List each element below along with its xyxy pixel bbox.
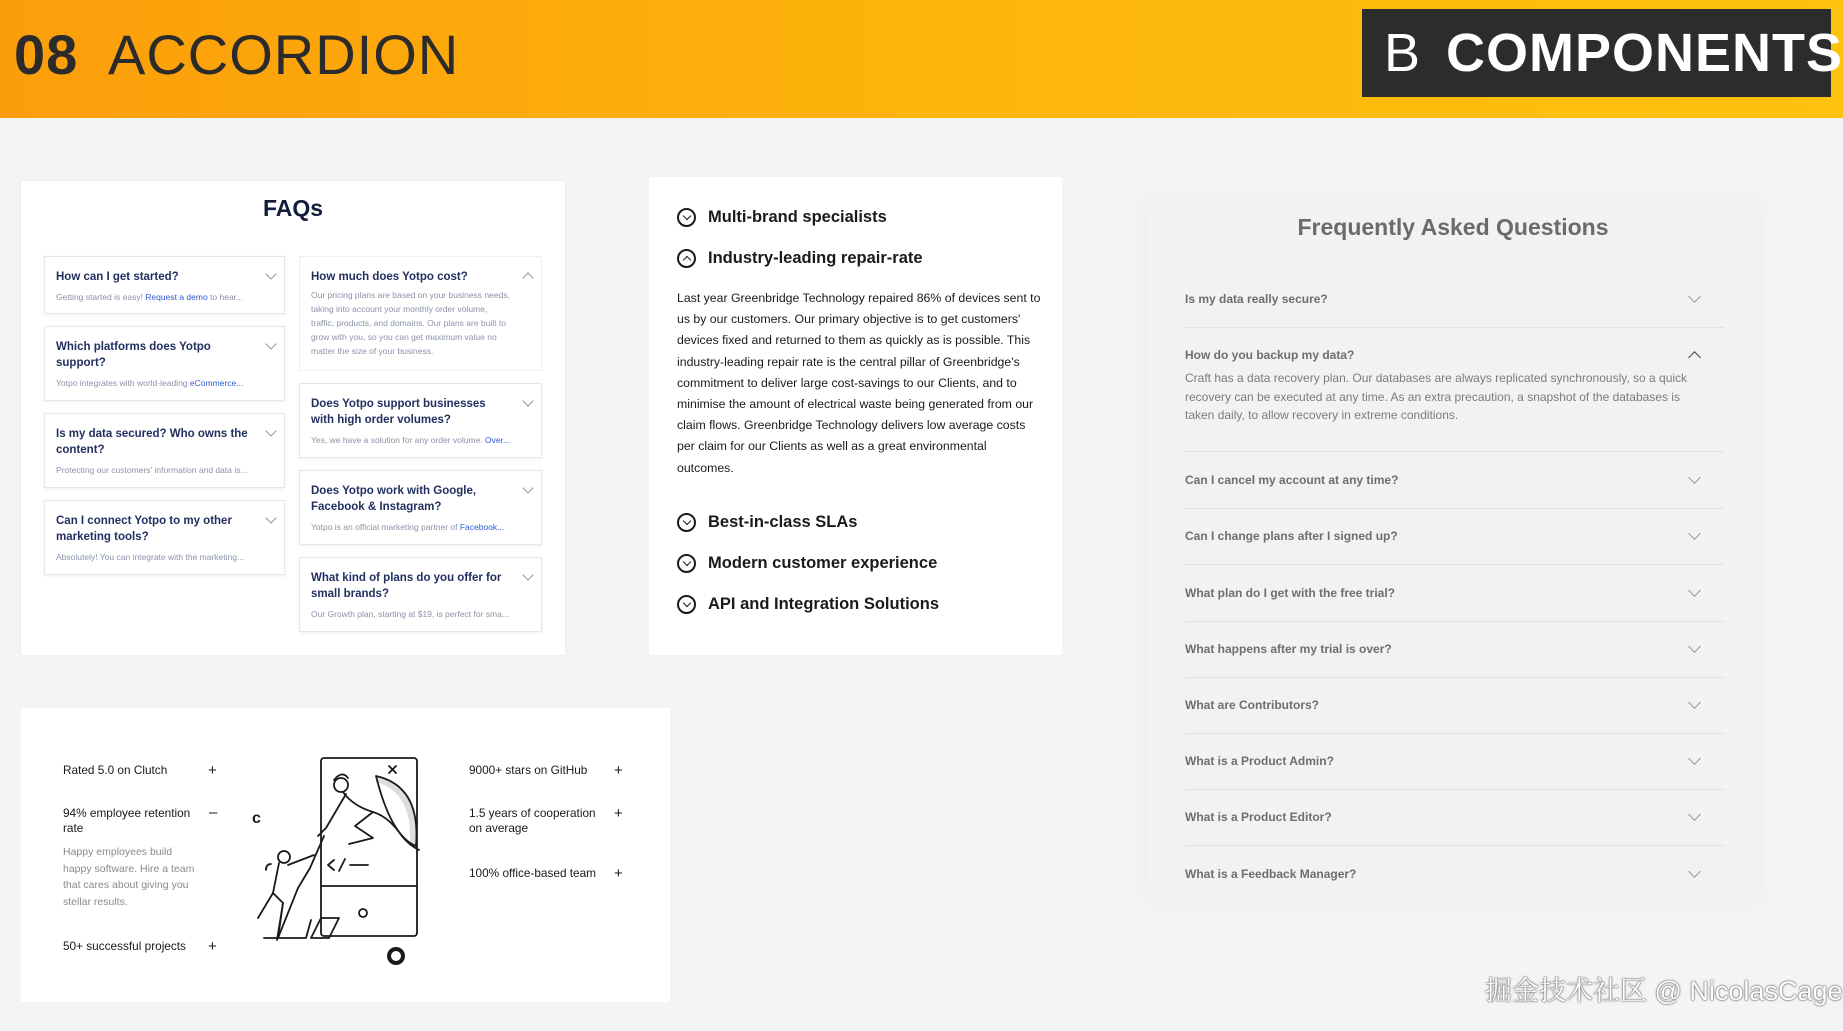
chevron-down-icon[interactable]	[265, 338, 276, 349]
stat-label[interactable]: 9000+ stars on GitHub	[469, 763, 588, 777]
circle-chevron-down-icon	[677, 513, 696, 532]
faq-link[interactable]: Request a demo	[145, 292, 208, 302]
faq-question: What is a Product Admin?	[1185, 754, 1334, 768]
faq-answer: Our pricing plans are based on your business needs, taking into account your monthly order volume, traffic, products, and domains. Our plans are built to grow with you, so you can get maximum value no matter the size of your business.	[311, 290, 510, 356]
service-accordion-card	[649, 177, 1062, 655]
stat-description: Happy employees build happy software. Hire a team that cares about giving you stellar results.	[63, 846, 195, 908]
category-letter: B	[1384, 23, 1421, 83]
circle-chevron-up-icon	[677, 249, 696, 268]
faq-list-title: Frequently Asked Questions	[1297, 214, 1609, 240]
category-text: COMPONENTS	[1446, 23, 1843, 83]
chevron-down-icon[interactable]	[522, 482, 533, 493]
circle-chevron-down-icon	[677, 554, 696, 573]
plus-icon[interactable]: +	[208, 762, 217, 779]
faq-question: What is a Feedback Manager?	[1185, 867, 1357, 881]
plus-icon[interactable]: +	[614, 805, 623, 822]
minus-icon[interactable]: –	[209, 804, 218, 821]
chevron-up-icon[interactable]	[522, 272, 533, 283]
stats-accordion-card	[21, 708, 670, 1002]
faq-question: How much does Yotpo cost?	[311, 271, 468, 283]
faq-row[interactable]	[1185, 529, 1725, 565]
faq-link[interactable]: Facebook...	[459, 522, 505, 532]
faq-answer-preview: Our Growth plan, starting at $19, is perfect for sma...	[311, 609, 509, 619]
accordion-title: Modern customer experience	[708, 554, 938, 572]
faq-question: Can I connect Yotpo to my other marketing tools?	[56, 515, 232, 543]
faq-row[interactable]	[1185, 473, 1725, 509]
faq-question: Does Yotpo support businesses with high order volumes?	[311, 398, 486, 426]
faq-question: What plan do I get with the free trial?	[1185, 586, 1396, 600]
faq-answer-preview: Absolutely! You can integrate with the marketing...	[56, 552, 245, 562]
faq-question: Which platforms does Yotpo support?	[56, 341, 211, 369]
faq-link[interactable]: Over...	[485, 435, 511, 445]
stat-label[interactable]: 100% office-based team	[469, 866, 597, 880]
faq-question: Can I change plans after I signed up?	[1185, 529, 1398, 543]
faq-row[interactable]	[1185, 698, 1725, 734]
accordion-body: Last year Greenbridge Technology repaired 86% of devices sent to us by our customers. Our primary objective is to get customers' devices fixed and returned to them as quickly as is possible. This industry-leading repair rate is the central pillar of Greenbridge's commitment to deliver large cost-savings to our Clients, and to minimise the amount of electrical waste being generated from our claim flows. Greenbridge Technology delivers low average costs per claim for our Clients as well as a great environmental outcomes.	[677, 291, 1041, 475]
category-badge	[1362, 9, 1843, 97]
faq-item[interactable]	[299, 470, 542, 545]
watermark: 掘金技术社区 @ NicolasCage	[1485, 976, 1843, 1006]
faq-question: What happens after my trial is over?	[1185, 642, 1392, 656]
section-number: 08	[14, 23, 79, 86]
section-title: ACCORDION	[108, 23, 460, 86]
faq-answer-preview: Protecting our customers' information and data is...	[56, 465, 248, 475]
plus-icon[interactable]: +	[614, 762, 623, 779]
svg-text:c: c	[252, 810, 261, 827]
accordion-header[interactable]	[677, 595, 939, 614]
faq-row-expanded[interactable]	[1185, 348, 1725, 452]
faq-answer-preview: Yes, we have a solution for any order volume. Over...	[311, 435, 511, 445]
faq-item[interactable]	[299, 557, 542, 632]
accordion-title: Best-in-class SLAs	[708, 513, 858, 531]
faq-item[interactable]	[299, 383, 542, 458]
faq-row[interactable]	[1185, 292, 1725, 328]
faq-row[interactable]	[1185, 754, 1725, 790]
faq-item-expanded[interactable]	[299, 256, 542, 371]
accordion-title: Industry-leading repair-rate	[708, 249, 923, 267]
stat-label[interactable]: 1.5 years of cooperation on average	[469, 806, 596, 835]
accordion-header[interactable]	[677, 554, 937, 573]
stat-label[interactable]: 50+ successful projects	[63, 939, 186, 953]
circle-chevron-down-icon	[677, 208, 696, 227]
faq-question: Is my data really secure?	[1185, 292, 1328, 306]
faq-question: Does Yotpo work with Google, Facebook & Instagram?	[311, 485, 477, 513]
header-banner	[0, 0, 1843, 118]
faq-row[interactable]	[1185, 642, 1725, 678]
faq-item[interactable]	[44, 500, 285, 575]
faq-answer-preview: Yotpo is an official marketing partner of Facebook...	[311, 522, 505, 532]
plus-icon[interactable]: +	[208, 938, 217, 955]
accordion-header-expanded[interactable]	[677, 249, 923, 268]
faq-question: What are Contributors?	[1185, 698, 1319, 712]
accordion-header[interactable]	[677, 208, 887, 227]
faq-question: Is my data secured? Who owns the content?	[56, 428, 248, 456]
chevron-down-icon[interactable]	[522, 569, 533, 580]
circle-chevron-down-icon	[677, 595, 696, 614]
chevron-down-icon[interactable]	[522, 395, 533, 406]
faq-row[interactable]	[1185, 586, 1725, 622]
illustration-people-phone	[246, 750, 471, 970]
faq-question: Can I cancel my account at any time?	[1185, 473, 1399, 487]
accordion-title: Multi-brand specialists	[708, 208, 887, 226]
stat-label[interactable]: Rated 5.0 on Clutch	[63, 763, 168, 777]
faq-answer-preview: Yotpo integrates with world-leading eCommerce...	[56, 378, 244, 388]
faq-row[interactable]	[1185, 867, 1725, 900]
faq-item[interactable]	[44, 256, 285, 314]
chevron-down-icon[interactable]	[265, 425, 276, 436]
faq-list-card	[1147, 200, 1759, 900]
chevron-down-icon[interactable]	[265, 512, 276, 523]
faq-question: How do you backup my data?	[1185, 348, 1355, 362]
faq-question: What is a Product Editor?	[1185, 810, 1332, 824]
faq-item[interactable]	[44, 326, 285, 401]
faq-question: How can I get started?	[56, 271, 179, 283]
faq-answer: Craft has a data recovery plan. Our databases are always replicated synchronously, so a quick recovery can be executed at any time. As an extra precaution, a snapshot of the databases is taken daily, to allow recovery in extreme conditions.	[1185, 371, 1688, 422]
faq-card-title: FAQs	[262, 195, 324, 221]
faq-row[interactable]	[1185, 810, 1725, 846]
accordion-header[interactable]	[677, 513, 857, 532]
faq-question: What kind of plans do you offer for small brands?	[311, 572, 502, 600]
faq-item[interactable]	[44, 413, 285, 488]
accordion-title: API and Integration Solutions	[708, 595, 939, 613]
stat-label[interactable]: 94% employee retention rate	[63, 806, 191, 835]
plus-icon[interactable]: +	[614, 865, 623, 882]
faq-link[interactable]: eCommerce...	[189, 378, 244, 388]
faq-card-grid	[21, 181, 565, 655]
chevron-down-icon[interactable]	[265, 268, 276, 279]
faq-answer-preview: Getting started is easy! Request a demo to hear...	[56, 292, 244, 302]
